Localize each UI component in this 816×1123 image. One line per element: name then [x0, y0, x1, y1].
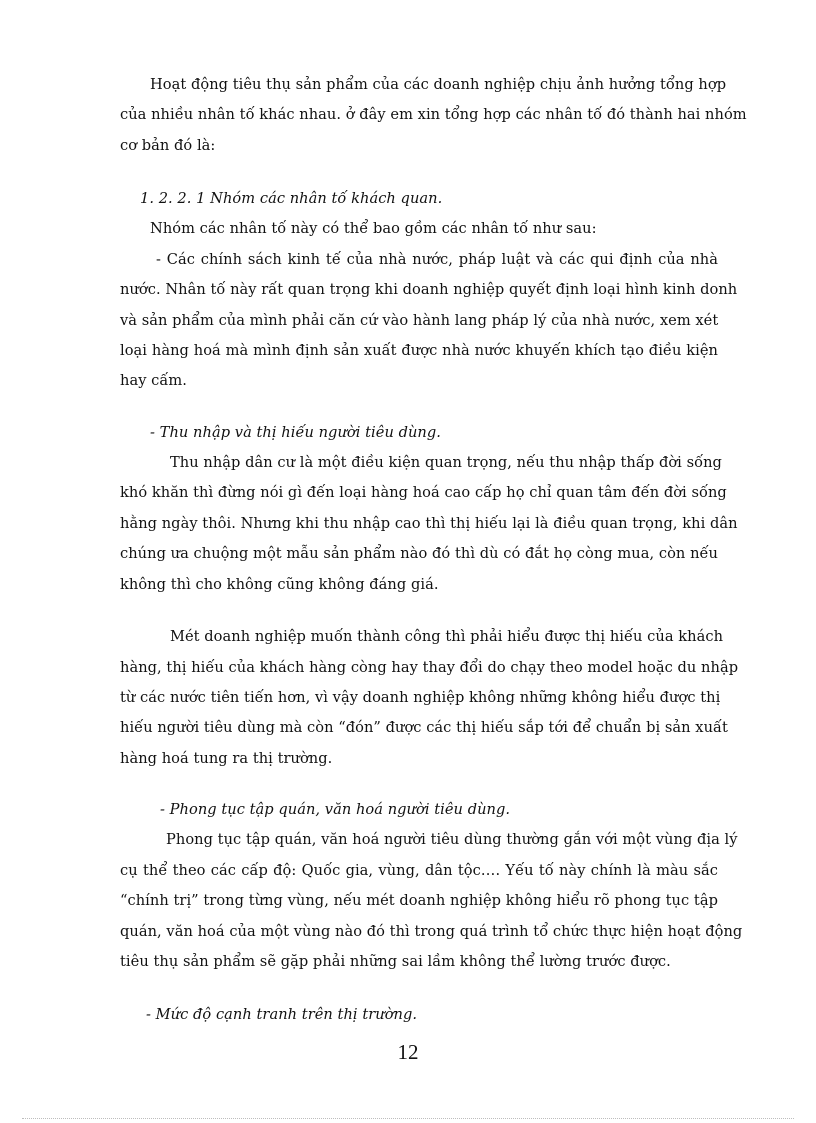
- body-line: “chính trị” trong từng vùng, nếu mét doanh nghiệp không hiểu rõ phong tục tập: [120, 892, 718, 909]
- body-line: hiếu người tiêu dùng mà còn “đón” được các thị hiếu sắp tới để chuẩn bị sản xuất: [120, 719, 728, 736]
- page-number: 12: [397, 1040, 419, 1064]
- body-line: tiêu thụ sản phẩm sẽ gặp phải những sai lầm không thể lường trước được.: [120, 953, 671, 970]
- body-line: và sản phẩm của mình phải căn cứ vào hành lang pháp lý của nhà nước, xem xét: [120, 312, 719, 329]
- body-line: khó khăn thì đừng nói gì đến loại hàng hoá cao cấp họ chỉ quan tâm đến đời sống: [120, 484, 727, 501]
- body-line: hay cấm.: [120, 372, 187, 389]
- body-line: - Các chính sách kinh tế của nhà nước, pháp luật và các qui định của nhà: [156, 251, 718, 268]
- subheading: - Mức độ cạnh tranh trên thị trường.: [146, 1006, 418, 1023]
- body-line: Phong tục tập quán, văn hoá người tiêu dùng thường gắn với một vùng địa lý: [166, 831, 738, 848]
- body-line: hàng hoá tung ra thị trường.: [120, 750, 333, 767]
- body-line: loại hàng hoá mà mình định sản xuất được nhà nước khuyến khích tạo điều kiện: [120, 342, 718, 359]
- body-line: cụ thể theo các cấp độ: Quốc gia, vùng, dân tộc…. Yếu tố này chính là màu sắc: [120, 862, 718, 879]
- body-line: quán, văn hoá của một vùng nào đó thì trong quá trình tổ chức thực hiện hoạt động: [120, 923, 743, 940]
- body-line: hàng, thị hiếu của khách hàng còng hay thay đổi do chạy theo model hoặc du nhập: [120, 659, 739, 676]
- section-heading: 1. 2. 2. 1 Nhóm các nhân tố khách quan.: [140, 190, 443, 207]
- body-line: Nhóm các nhân tố này có thể bao gồm các nhân tố như sau:: [150, 220, 597, 237]
- body-line: không thì cho không cũng không đáng giá.: [120, 576, 439, 593]
- body-line: hằng ngày thôi. Nhưng khi thu nhập cao thì thị hiếu lại là điều quan trọng, khi dân: [120, 515, 738, 532]
- body-line: của nhiều nhân tố khác nhau. ở đây em xin tổng hợp các nhân tố đó thành hai nhóm: [120, 106, 747, 123]
- body-line: chúng ưa chuộng một mẫu sản phẩm nào đó thì dù có đắt họ còng mua, còn nếu: [120, 545, 718, 562]
- subheading: - Thu nhập và thị hiếu người tiêu dùng.: [150, 424, 441, 441]
- page-bottom-divider: [22, 1118, 794, 1119]
- body-line: Thu nhập dân cư là một điều kiện quan trọng, nếu thu nhập thấp đời sống: [170, 454, 722, 471]
- body-line: nước. Nhân tố này rất quan trọng khi doanh nghiệp quyết định loại hình kinh donh: [120, 281, 738, 298]
- body-line: từ các nước tiên tiến hơn, vì vậy doanh nghiệp không những không hiểu được thị: [120, 689, 721, 706]
- subheading: - Phong tục tập quán, văn hoá người tiêu dùng.: [160, 801, 511, 818]
- body-line: cơ bản đó là:: [120, 137, 216, 154]
- body-line: Hoạt động tiêu thụ sản phẩm của các doanh nghiệp chịu ảnh hưởng tổng hợp: [150, 76, 727, 93]
- body-line: Mét doanh nghiệp muốn thành công thì phải hiểu được thị hiếu của khách: [170, 628, 724, 645]
